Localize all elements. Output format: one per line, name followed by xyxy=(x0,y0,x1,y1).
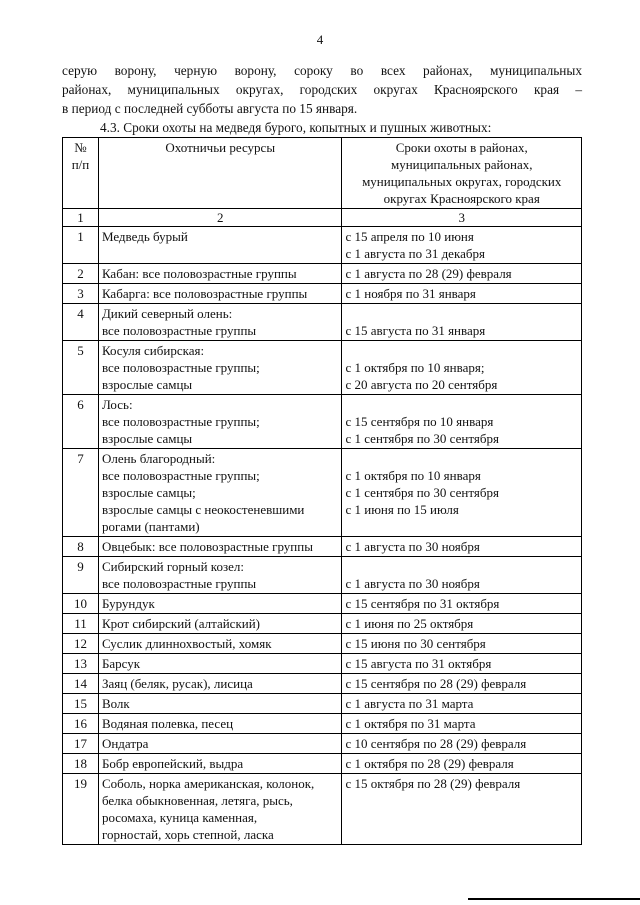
row-period xyxy=(342,537,582,557)
period-spacer xyxy=(345,342,578,359)
resource-line: все половозрастные группы; xyxy=(101,468,260,483)
period-spacer xyxy=(345,558,578,575)
period-line: с 1 октября по 10 января; xyxy=(345,360,485,375)
period-line: с 1 сентября по 30 сентября xyxy=(345,431,499,446)
resource-line: Кабарга: все половозрастные группы xyxy=(101,286,308,301)
section-heading: 4.3. Сроки охоты на медведя бурого, копытных и пушных животных: xyxy=(100,120,492,135)
resource-line: взрослые самцы; xyxy=(101,485,196,500)
row-number: 13 xyxy=(63,654,99,674)
header-period-line: Сроки охоты в районах, xyxy=(395,140,528,155)
row-number: 17 xyxy=(63,734,99,754)
table-index-row xyxy=(63,209,582,227)
table-row xyxy=(63,227,582,264)
resource-line: Барсук xyxy=(101,656,141,671)
period-line: с 1 августа по 31 марта xyxy=(345,696,474,711)
resource-line: Медведь бурый xyxy=(101,229,188,244)
header-period-line: муниципальных округах, городских xyxy=(362,174,562,189)
period-line: с 1 августа по 30 ноября xyxy=(345,539,480,554)
intro-line: районах, муниципальных округах, городских округах Красноярского края – xyxy=(62,82,582,97)
period-line: с 1 октября по 31 марта xyxy=(345,716,476,731)
row-number: 2 xyxy=(63,264,99,284)
row-number: 7 xyxy=(63,449,99,537)
header-num-line: № xyxy=(74,140,87,155)
row-period xyxy=(342,754,582,774)
row-resource xyxy=(98,634,342,654)
row-resource xyxy=(98,674,342,694)
header-period xyxy=(342,138,582,209)
table-row xyxy=(63,304,582,341)
period-line: с 1 августа по 28 (29) февраля xyxy=(345,266,512,281)
row-resource xyxy=(98,654,342,674)
period-line: с 1 сентября по 30 сентября xyxy=(345,485,499,500)
period-spacer xyxy=(345,305,578,322)
resource-line: Кабан: все половозрастные группы xyxy=(101,266,297,281)
table-row xyxy=(63,594,582,614)
table-row xyxy=(63,714,582,734)
table-row xyxy=(63,537,582,557)
period-line: с 10 сентября по 28 (29) февраля xyxy=(345,736,527,751)
row-period xyxy=(342,614,582,634)
period-line: с 1 августа по 30 ноября xyxy=(345,576,480,591)
row-period xyxy=(342,449,582,537)
table-row xyxy=(63,395,582,449)
row-period xyxy=(342,557,582,594)
period-line: с 1 октября по 28 (29) февраля xyxy=(345,756,514,771)
row-period xyxy=(342,694,582,714)
intro-paragraph xyxy=(62,61,582,118)
row-resource xyxy=(98,754,342,774)
resource-line: Овцебык: все половозрастные группы xyxy=(101,539,313,554)
row-resource xyxy=(98,304,342,341)
row-period xyxy=(342,304,582,341)
resource-line: Суслик длиннохвостый, хомяк xyxy=(101,636,272,651)
table-row xyxy=(63,264,582,284)
bottom-rule xyxy=(468,898,640,900)
row-number: 3 xyxy=(63,284,99,304)
resource-line: Волк xyxy=(101,696,130,711)
period-line: с 1 ноября по 31 января xyxy=(345,286,476,301)
row-resource xyxy=(98,774,342,845)
row-number: 8 xyxy=(63,537,99,557)
table-row xyxy=(63,614,582,634)
row-resource xyxy=(98,537,342,557)
row-period xyxy=(342,734,582,754)
period-line: с 15 сентября по 31 октября xyxy=(345,596,500,611)
table-row xyxy=(63,654,582,674)
row-resource xyxy=(98,557,342,594)
table-row xyxy=(63,694,582,714)
row-period xyxy=(342,264,582,284)
period-line: с 1 октября по 10 января xyxy=(345,468,481,483)
row-number: 18 xyxy=(63,754,99,774)
resource-line: белка обыкновенная, летяга, рысь, xyxy=(101,793,293,808)
row-number: 1 xyxy=(63,227,99,264)
resource-line: взрослые самцы с неокостеневшими xyxy=(101,502,305,517)
index-cell: 3 xyxy=(342,209,582,227)
intro-line: в период с последней субботы августа по 15 января. xyxy=(62,101,358,116)
period-line: с 20 августа по 20 сентября xyxy=(345,377,498,392)
period-line: с 15 сентября по 10 января xyxy=(345,414,494,429)
table-row xyxy=(63,674,582,694)
index-cell: 1 xyxy=(63,209,99,227)
table-header-row xyxy=(63,138,582,209)
table-row xyxy=(63,557,582,594)
resource-line: все половозрастные группы; xyxy=(101,414,260,429)
row-resource xyxy=(98,395,342,449)
resource-line: Крот сибирский (алтайский) xyxy=(101,616,261,631)
row-number: 10 xyxy=(63,594,99,614)
table-row xyxy=(63,634,582,654)
hunting-periods-table xyxy=(62,137,582,845)
row-resource xyxy=(98,734,342,754)
row-period xyxy=(342,714,582,734)
period-spacer xyxy=(345,450,578,467)
resource-line: все половозрастные группы; xyxy=(101,360,260,375)
row-number: 11 xyxy=(63,614,99,634)
row-number: 6 xyxy=(63,395,99,449)
row-resource xyxy=(98,714,342,734)
table-row xyxy=(63,284,582,304)
table-row xyxy=(63,449,582,537)
row-period xyxy=(342,634,582,654)
header-period-line: муниципальных районах, xyxy=(391,157,533,172)
table-body xyxy=(63,227,582,845)
table-row xyxy=(63,754,582,774)
period-spacer xyxy=(345,396,578,413)
period-line: с 1 июня по 15 июля xyxy=(345,502,459,517)
intro-line: серую ворону, черную ворону, сороку во всех районах, муниципальных xyxy=(62,63,582,78)
resource-line: взрослые самцы xyxy=(101,431,193,446)
header-period-line: округах Красноярского края xyxy=(383,191,540,206)
row-period xyxy=(342,227,582,264)
resource-line: все половозрастные группы xyxy=(101,576,257,591)
resource-line: Дикий северный олень: xyxy=(101,306,233,321)
resource-line: взрослые самцы xyxy=(101,377,193,392)
resource-line: все половозрастные группы xyxy=(101,323,257,338)
row-period xyxy=(342,774,582,845)
resource-line: росомаха, куница каменная, xyxy=(101,810,258,825)
row-number: 14 xyxy=(63,674,99,694)
period-line: с 15 октября по 28 (29) февраля xyxy=(345,776,521,791)
resource-line: Ондатра xyxy=(101,736,149,751)
table-row xyxy=(63,774,582,845)
resource-line: Сибирский горный козел: xyxy=(101,559,244,574)
period-line: с 15 сентября по 28 (29) февраля xyxy=(345,676,527,691)
row-number: 9 xyxy=(63,557,99,594)
resource-line: Лось: xyxy=(101,397,133,412)
row-number: 19 xyxy=(63,774,99,845)
period-line: с 15 апреля по 10 июня xyxy=(345,229,474,244)
resource-line: горностай, хорь степной, ласка xyxy=(101,827,274,842)
row-resource xyxy=(98,694,342,714)
row-resource xyxy=(98,264,342,284)
table-row xyxy=(63,734,582,754)
row-number: 16 xyxy=(63,714,99,734)
row-number: 15 xyxy=(63,694,99,714)
resource-line: Олень благородный: xyxy=(101,451,216,466)
header-num-line: п/п xyxy=(71,157,90,172)
row-resource xyxy=(98,227,342,264)
index-cell: 2 xyxy=(98,209,342,227)
row-number: 4 xyxy=(63,304,99,341)
period-line: с 15 августа по 31 января xyxy=(345,323,486,338)
header-resource: Охотничьи ресурсы xyxy=(98,138,342,209)
row-period xyxy=(342,674,582,694)
resource-line: Бурундук xyxy=(101,596,155,611)
period-line: с 15 июня по 30 сентября xyxy=(345,636,486,651)
row-resource xyxy=(98,284,342,304)
resource-line: Бобр европейский, выдра xyxy=(101,756,244,771)
row-resource xyxy=(98,614,342,634)
row-resource xyxy=(98,341,342,395)
resource-line: рогами (пантами) xyxy=(101,519,200,534)
resource-line: Водяная полевка, песец xyxy=(101,716,234,731)
row-period xyxy=(342,284,582,304)
row-period xyxy=(342,594,582,614)
header-num xyxy=(63,138,99,209)
resource-line: Соболь, норка американская, колонок, xyxy=(101,776,315,791)
table-row xyxy=(63,341,582,395)
row-number: 12 xyxy=(63,634,99,654)
period-line: с 15 августа по 31 октября xyxy=(345,656,492,671)
resource-line: Заяц (беляк, русак), лисица xyxy=(101,676,253,691)
row-period xyxy=(342,341,582,395)
period-line: с 1 августа по 31 декабря xyxy=(345,246,485,261)
row-period xyxy=(342,395,582,449)
row-period xyxy=(342,654,582,674)
resource-line: Косуля сибирская: xyxy=(101,343,205,358)
row-number: 5 xyxy=(63,341,99,395)
row-resource xyxy=(98,449,342,537)
row-resource xyxy=(98,594,342,614)
period-line: с 1 июня по 25 октября xyxy=(345,616,474,631)
page-number: 4 xyxy=(316,32,324,47)
